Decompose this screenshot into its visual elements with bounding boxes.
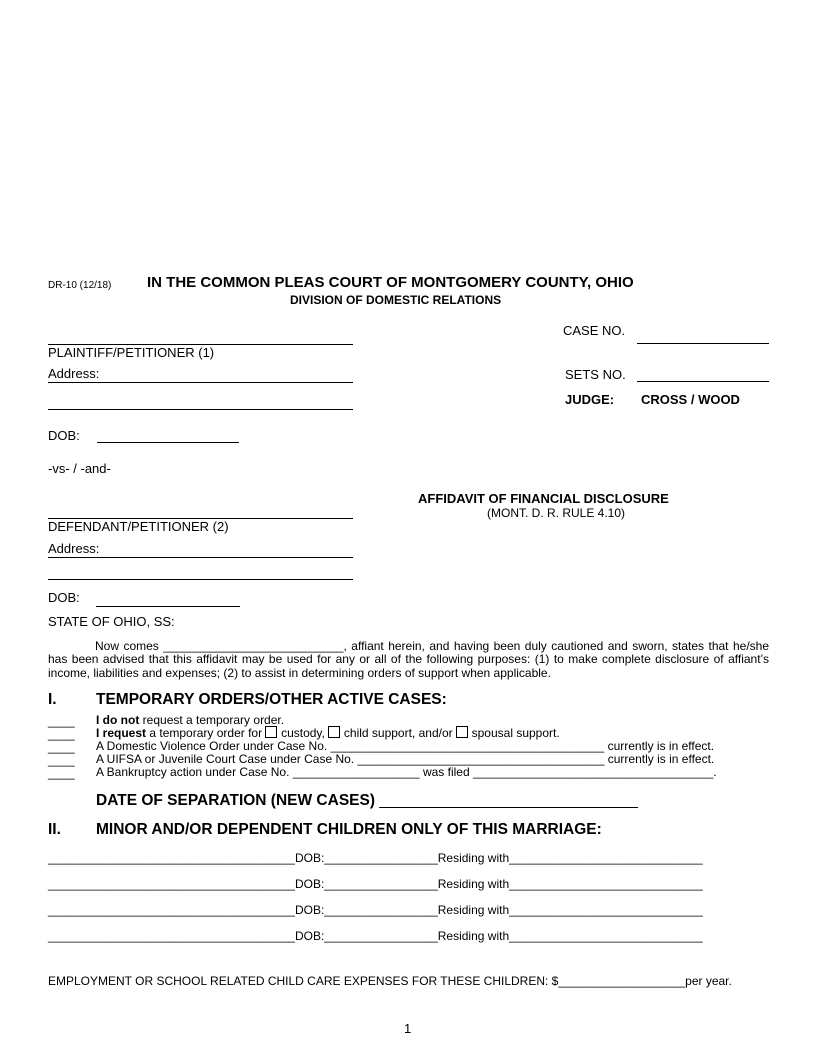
- spousal-support-label: spousal support.: [471, 726, 560, 740]
- item4-a: A UIFSA or Juvenile Court Case under Case No.: [96, 752, 355, 766]
- child-residing-blank[interactable]: _____________________________: [509, 877, 703, 891]
- item3-b: currently is in effect.: [607, 739, 715, 753]
- judge-label: JUDGE:: [565, 392, 615, 407]
- intro-paragraph: [48, 640, 769, 680]
- affiant-name-blank[interactable]: ___________________________: [163, 639, 344, 653]
- case-no-line[interactable]: [637, 343, 769, 344]
- affidavit-rule: (MONT. D. R. RULE 4.10): [487, 506, 626, 520]
- division-title: DIVISION OF DOMESTIC RELATIONS: [290, 293, 502, 307]
- child-name-blank[interactable]: _____________________________________: [48, 851, 295, 865]
- item5-blank[interactable]: ____: [48, 766, 75, 780]
- defendant-address-line-1[interactable]: [48, 557, 353, 558]
- child-support-checkbox[interactable]: [328, 726, 340, 738]
- item5-text: [96, 765, 717, 779]
- child-support-label: child support, and/or: [343, 726, 453, 740]
- spousal-support-checkbox[interactable]: [456, 726, 468, 738]
- separation-label: DATE OF SEPARATION (NEW CASES): [96, 792, 375, 809]
- item4-text: [96, 752, 714, 766]
- childcare-row: [48, 974, 732, 988]
- sets-no-line[interactable]: [637, 381, 769, 382]
- child-dob-blank[interactable]: _________________: [324, 929, 438, 943]
- child-dob-label: DOB:: [294, 929, 325, 943]
- child-row: [48, 851, 703, 865]
- case-no-label: CASE NO.: [563, 323, 626, 338]
- child-dob-label: DOB:: [294, 903, 325, 917]
- judge-value: CROSS / WOOD: [641, 392, 740, 407]
- defendant-address-line-2[interactable]: [48, 579, 353, 580]
- item2-text: [96, 726, 560, 740]
- item2-a: a temporary order for: [149, 726, 263, 740]
- item5-b: was filed: [422, 765, 470, 779]
- child-residing-label: Residing with: [437, 851, 510, 865]
- child-dob-label: DOB:: [294, 877, 325, 891]
- child-residing-blank[interactable]: _____________________________: [509, 903, 703, 917]
- affidavit-title: AFFIDAVIT OF FINANCIAL DISCLOSURE: [418, 491, 669, 506]
- plaintiff-address-line-1[interactable]: [48, 382, 353, 383]
- custody-label: custody,: [281, 726, 325, 740]
- page-number: 1: [404, 1021, 412, 1036]
- intro-rest: , affiant herein, and having been duly cautioned and sworn, states that he/she has been advised that this affidavit may be used for any or all of the following purposes: (1) to make complete disclosure of affiant’s income, liabilities and expenses; (2) to assist in determining orders of support when applicable.: [48, 639, 769, 680]
- defendant-address-label: Address:: [48, 541, 100, 556]
- child-dob-blank[interactable]: _________________: [324, 877, 438, 891]
- childcare-label: EMPLOYMENT OR SCHOOL RELATED CHILD CARE EXPENSES FOR THESE CHILDREN: $: [48, 974, 559, 988]
- section-1-title: TEMPORARY ORDERS/OTHER ACTIVE CASES:: [96, 691, 447, 708]
- separation-date-blank[interactable]: ______________________________: [379, 792, 638, 809]
- child-residing-blank[interactable]: _____________________________: [509, 851, 703, 865]
- court-title: IN THE COMMON PLEAS COURT OF MONTGOMERY COUNTY, OHIO: [147, 274, 634, 291]
- child-dob-blank[interactable]: _________________: [324, 903, 438, 917]
- bankruptcy-case-no-blank[interactable]: ___________________: [292, 765, 420, 779]
- child-dob-label: DOB:: [294, 851, 325, 865]
- item4-b: currently is in effect.: [607, 752, 715, 766]
- item1-rest: request a temporary order.: [142, 713, 285, 727]
- child-residing-label: Residing with: [437, 903, 510, 917]
- item2-blank[interactable]: ____: [48, 727, 75, 741]
- child-name-blank[interactable]: _____________________________________: [48, 903, 295, 917]
- item3-a: A Domestic Violence Order under Case No.: [96, 739, 328, 753]
- bankruptcy-filed-blank[interactable]: ____________________________________.: [472, 765, 717, 779]
- childcare-amount-blank[interactable]: ___________________: [558, 974, 686, 988]
- child-name-blank[interactable]: _____________________________________: [48, 877, 295, 891]
- item1-blank[interactable]: ____: [48, 714, 75, 728]
- custody-checkbox[interactable]: [265, 726, 277, 738]
- item5-a: A Bankruptcy action under Case No.: [96, 765, 290, 779]
- item4-blank[interactable]: ____: [48, 753, 75, 767]
- sets-no-label: SETS NO.: [565, 367, 626, 382]
- plaintiff-dob-label: DOB:: [48, 428, 80, 443]
- child-residing-blank[interactable]: _____________________________: [509, 929, 703, 943]
- separation-row: [96, 792, 638, 810]
- child-row: [48, 877, 703, 891]
- section-2-title: MINOR AND/OR DEPENDENT CHILDREN ONLY OF THIS MARRIAGE:: [96, 821, 602, 838]
- child-row: [48, 903, 703, 917]
- uifsa-case-no-blank[interactable]: _____________________________________: [357, 752, 605, 766]
- section-1-number: I.: [48, 691, 57, 708]
- defendant-label: DEFENDANT/PETITIONER (2): [48, 519, 229, 534]
- plaintiff-address-line-2[interactable]: [48, 409, 353, 410]
- child-dob-blank[interactable]: _________________: [324, 851, 438, 865]
- dv-case-no-blank[interactable]: _________________________________________: [330, 739, 605, 753]
- item3-blank[interactable]: ____: [48, 740, 75, 754]
- item2-bold: I request: [96, 726, 147, 740]
- plaintiff-dob-line[interactable]: [97, 442, 239, 443]
- plaintiff-address-label: Address:: [48, 366, 100, 381]
- defendant-dob-line[interactable]: [96, 606, 240, 607]
- intro-now-comes: Now comes: [95, 639, 159, 653]
- item1-text: [96, 713, 284, 727]
- child-residing-label: Residing with: [437, 877, 510, 891]
- vs-text: -vs- / -and-: [48, 461, 111, 476]
- item3-text: [96, 739, 714, 753]
- item1-bold: I do not: [96, 713, 140, 727]
- state-line: STATE OF OHIO, SS:: [48, 614, 175, 629]
- form-id: DR-10 (12/18): [48, 280, 112, 291]
- plaintiff-label: PLAINTIFF/PETITIONER (1): [48, 345, 215, 360]
- child-residing-label: Residing with: [437, 929, 510, 943]
- child-row: [48, 929, 703, 943]
- childcare-suffix: per year.: [685, 974, 732, 988]
- defendant-dob-label: DOB:: [48, 590, 80, 605]
- child-name-blank[interactable]: _____________________________________: [48, 929, 295, 943]
- section-2-number: II.: [48, 821, 61, 838]
